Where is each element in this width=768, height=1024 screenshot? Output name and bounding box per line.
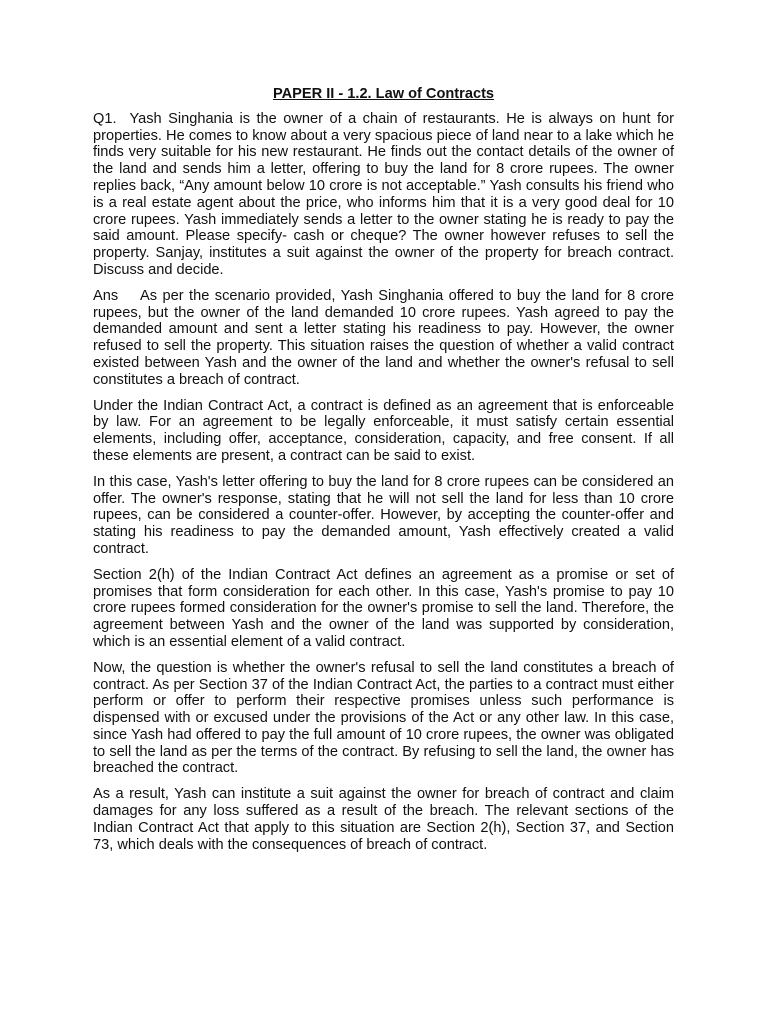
body-paragraph-3: Section 2(h) of the Indian Contract Act defines an agreement as a promise or set of promises that form consideration for each other. In this case, Yash's promise to pay 10 crore rupees formed consideration for the owner's promise to sell the land. Therefore, the agreement between Yash and the owner of the land was supported by consideration, which is an essential element of a valid contract. (93, 566, 674, 650)
answer-paragraph (93, 288, 674, 389)
body-paragraph-5: As a result, Yash can institute a suit against the owner for breach of contract and claim damages for any loss suffered as a result of the breach. The relevant sections of the Indian Contract Act that apply to this situation are Section 2(h), Section 37, and Section 73, which deals with the consequences of breach of contract. (93, 786, 674, 853)
question-paragraph (93, 111, 674, 279)
body-paragraph-4: Now, the question is whether the owner's refusal to sell the land constitutes a breach of contract. As per Section 37 of the Indian Contract Act, the parties to a contract must either perform or offer to perform their respective promises unless such performance is dispensed with or excused under the provisions of the Act or any other law. In this case, since Yash had offered to pay the full amount of 10 crore rupees, the owner was obligated to sell the land as per the terms of the contract. By refusing to sell the land, the owner has breached the contract. (93, 659, 674, 777)
body-paragraph-1: Under the Indian Contract Act, a contract is defined as an agreement that is enforceable by law. For an agreement to be legally enforceable, it must satisfy certain essential elements, including offer, acceptance, consideration, capacity, and free consent. If all these elements are present, a contract can be said to exist. (93, 397, 674, 464)
answer-text: As per the scenario provided, Yash Singhania offered to buy the land for 8 crore rupees, but the owner of the land demanded 10 crore rupees. Yash agreed to pay the demanded amount and sent a letter stating his readiness to pay. However, the owner refused to sell the property. This situation raises the question of whether a valid contract existed between Yash and the owner of the land and whether the owner's refusal to sell constitutes a breach of contract. (93, 287, 675, 388)
document-title: PAPER II - 1.2. Law of Contracts (272, 86, 495, 102)
document-page (93, 86, 674, 862)
answer-label: Ans (93, 287, 119, 304)
question-label: Q1. (93, 110, 117, 127)
body-paragraph-2: In this case, Yash's letter offering to buy the land for 8 crore rupees can be considered an offer. The owner's response, stating that he will not sell the land for less than 10 crore rupees, can be considered a counter-offer. However, by accepting the counter-offer and stating his readiness to pay the demanded amount, Yash effectively created a valid contract. (93, 473, 674, 557)
question-text: Yash Singhania is the owner of a chain of restaurants. He is always on hunt for properties. He comes to know about a very spacious piece of land near to a lake which he finds very suitable for his new restaurant. He finds out the contact details of the owner of the land and sends him a letter, offering to buy the land for 8 crore rupees. The owner replies back, “Any amount below 10 crore is not acceptable.” Yash consults his friend who is a real estate agent about the price, who informs him that it is a very good deal for 10 crore rupees. Yash immediately sends a letter to the owner stating he is ready to pay the said amount. Please specify- cash or cheque? The owner however refuses to sell the property. Sanjay, institutes a suit against the owner of the property for breach contract. Discuss and decide. (93, 110, 674, 278)
